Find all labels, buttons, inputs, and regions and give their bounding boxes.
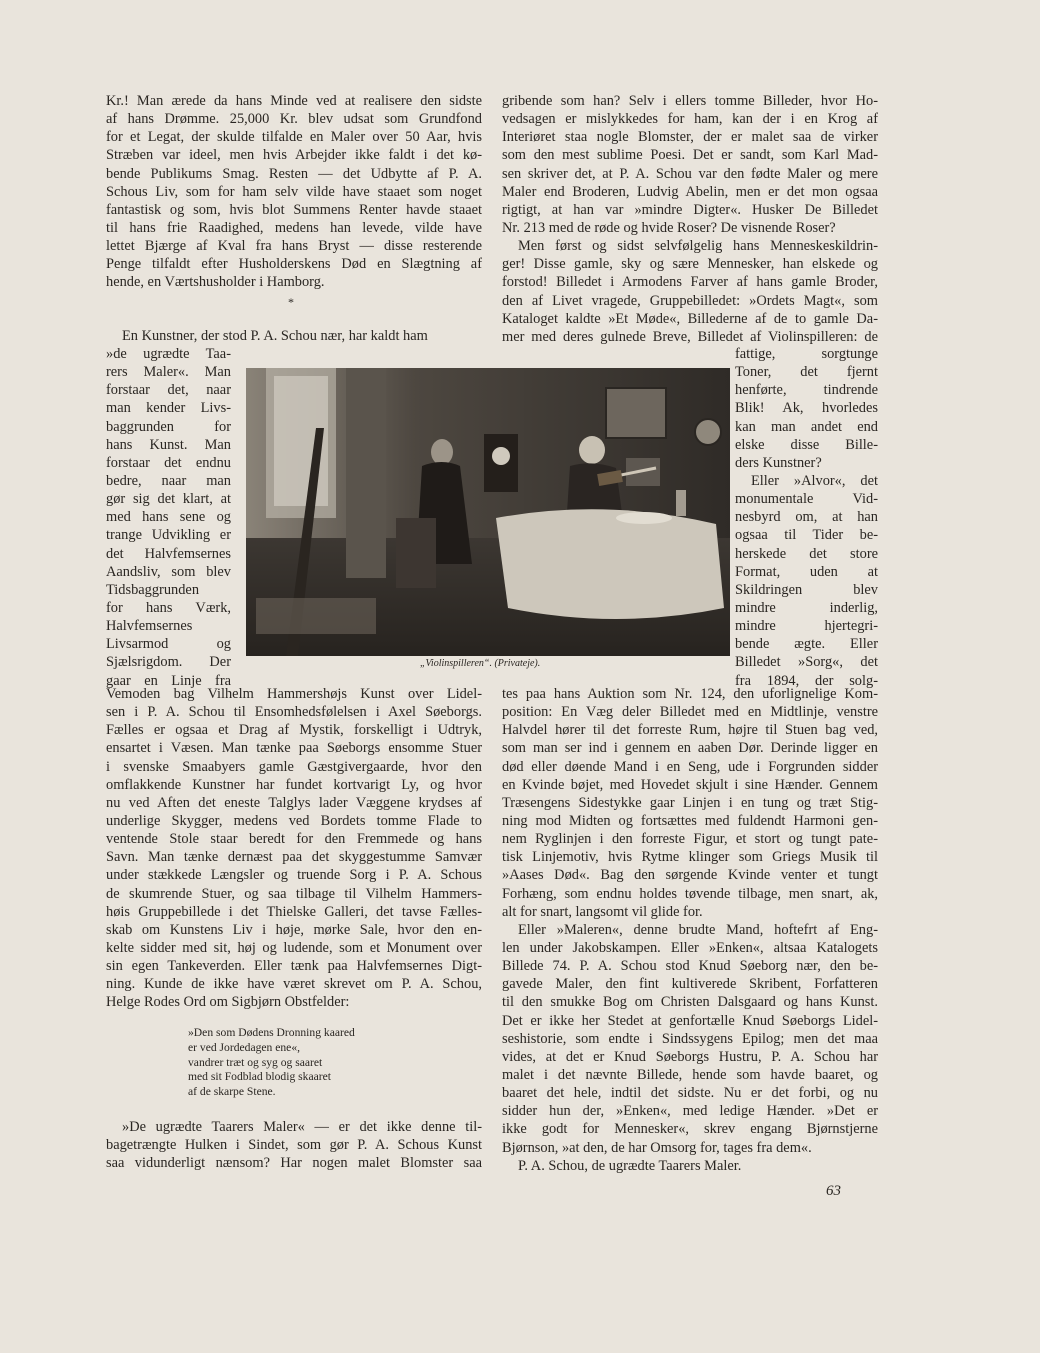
paragraph-line: Kr.! Man ærede da hans Minde ved at realisere den sidste — [106, 93, 482, 109]
left-column-top — [106, 92, 482, 292]
paragraph-line: Eller »Alvor«, det — [751, 472, 878, 489]
painting-image — [246, 368, 730, 656]
paragraph-line: bagetrængte Hulken i Sindet, som gør P. A. Schous Kunst — [106, 1137, 482, 1154]
paragraph-line: tisk Linjemotiv, hvis Rytme klinger som Griegs Musik til — [502, 849, 878, 866]
paragraph-line: til den smukke Bog om Christen Dalsgaard og hans Kunst. — [502, 994, 878, 1011]
paragraph-line: hans Kunst. Man — [106, 436, 231, 453]
paragraph-line: fantastisk og som, hvis blot Summens Renter havde staaet — [106, 201, 482, 218]
paragraph-line: baggrunden for — [106, 418, 231, 435]
paragraph-line: Eller »Maleren«, denne brudte Mand, hoftefrt af Eng- — [518, 921, 878, 938]
paragraph-line: de skumrende Stuer, og saa tilbage til Vilhelm Hammers- — [106, 885, 482, 902]
paragraph-line: Stræben var ideel, men hvis Arbejder ikke faldt i det kø- — [106, 147, 482, 164]
paragraph-line: underlige Skygger, medens ved Bordets tomme Flade to — [106, 812, 482, 829]
paragraph-line: Schous Liv, som for ham selv vilde have staaet som noget — [106, 183, 482, 200]
paragraph-line: Træsengens Sidestykke gaar Linjen i en tung og træt Stig- — [502, 794, 878, 811]
paragraph-line: Billede 74. P. A. Schou stod Knud Søeborg nær, den be- — [502, 958, 878, 975]
paragraph-line: seshistorie, som endte i Sindssygens Epilog; men det maa — [502, 1030, 878, 1047]
figure-caption: „Violinspilleren“. (Privateje). — [420, 658, 541, 669]
paragraph-line: len under Jakobskampen. Eller »Enken«, altsaa Katalogets — [502, 939, 878, 956]
paragraph-line: Billedet »Sorg«, det — [735, 654, 878, 671]
paragraph-line: det Halvfemsernes — [106, 545, 231, 562]
paragraph-line: forstaar det, naar — [106, 382, 231, 399]
paragraph-line: monumentale Vid- — [735, 491, 878, 508]
paragraph-line: saa vidunderligt nænsom? Har nogen malet Blomster saa — [106, 1155, 482, 1172]
paragraph-line: baaret det hele, indtil det sidste. Nu er det forbi, og nu — [502, 1085, 878, 1102]
paragraph-line: man kender Livs- — [106, 400, 231, 417]
paragraph-line: Format, uden at — [735, 563, 878, 580]
paragraph-line: alt for snart, langsomt vil glide for. — [502, 903, 703, 920]
paragraph-line: som den mest sublime Poesi. Det er sandt, som Karl Mad- — [502, 147, 878, 164]
paragraph-line: sen skriver det, at P. A. Schou var den fødte Maler og mere — [502, 165, 878, 182]
paragraph-line: Sjælsrigdom. Der — [106, 654, 231, 671]
paragraph-line: nem Ryglinjen i den forreste Figur, et stort og tungt pate- — [502, 831, 878, 848]
paragraph-line: død eller døende Mand i en Seng, ude i Forgrunden sidder — [502, 758, 878, 775]
poem-quote — [188, 1026, 355, 1100]
paragraph-line: Tidsbaggrunden — [106, 581, 200, 598]
paragraph-line: ders Kunstner? — [735, 454, 822, 471]
left-wrap-column — [106, 345, 231, 690]
paragraph-line: som man ser ind i gennem en aaben Dør. Derinde ligger en — [502, 740, 878, 757]
paragraph-line: forstaar det endnu — [106, 454, 231, 471]
paragraph-line: Det er ikke her Stedet at genfortælle Knud Søeborgs Lidel- — [502, 1012, 878, 1029]
paragraph-line: Halvdel hører til det forreste Rum, højre til Stuen bag ved, — [502, 722, 878, 739]
paragraph-line: fra 1894, der solg- — [735, 672, 878, 689]
paragraph-line: sidder hun der, »Enken«, med ledige Hænder. »Det er — [502, 1103, 878, 1120]
paragraph-line: »de ugrædte Taa- — [106, 346, 231, 362]
paragraph-line: med hans sene og — [106, 509, 231, 526]
paragraph-line: nesbyrd om, at han — [735, 509, 878, 526]
paragraph-line: P. A. Schou, de ugrædte Taarers Maler. — [518, 1157, 742, 1174]
paragraph-line: omflakkende Kunstner har fundet kortvarigt Ly, og hvor — [106, 776, 482, 793]
paragraph-line: den af Livet vragede, Gruppebilledet: »Ordets Magt«, som — [502, 292, 878, 309]
right-wrap-column — [735, 345, 878, 690]
paragraph-line: af hans Drømme. 25,000 Kr. blev udsat som Grundfond — [106, 111, 482, 128]
paragraph-line: ikke godt for Mennesker«, skrev engang Bjørnstjerne — [502, 1121, 878, 1138]
paragraph-line: ning mod Midten og fortsættes med fuldendt Harmoni gen- — [502, 812, 878, 829]
paragraph-line: Blik! Ak, hvorledes — [735, 400, 878, 417]
paragraph-line: bende ægte. Eller — [735, 636, 878, 653]
paragraph-line: gaar en Linje fra — [106, 672, 231, 689]
paragraph-line: Nr. 213 med de røde og hvide Roser? De visnende Roser? — [502, 219, 836, 236]
paragraph-line: ogsaa til Tider be- — [735, 527, 878, 544]
paragraph-line: Livsarmod og — [106, 636, 231, 653]
paragraph-line: henførte, tindrende — [735, 382, 878, 399]
paragraph-line: med sit Fodblad blodig skaaret — [188, 1070, 331, 1084]
paragraph-line: for et Legat, der skulde tilfalde en Maler over 50 Aar, hvis — [106, 129, 482, 146]
paragraph-line: Skildringen blev — [735, 581, 878, 598]
paragraph-line: Fælles er ogsaa et Drag af Mystik, forskelligt i Udtryk, — [106, 722, 482, 739]
left-column-bottom — [106, 685, 482, 1012]
paragraph-line: malet i det nævnte Billede, hende som havde baaret, og — [502, 1066, 878, 1083]
right-column-top — [502, 92, 878, 346]
paragraph-line: Halvfemsernes — [106, 618, 193, 635]
paragraph-line: skab om Kunstens Liv i høje, mørke Sale, hvor den en- — [106, 921, 482, 938]
paragraph-line: »Den som Dødens Dronning kaared — [188, 1026, 355, 1039]
paragraph-line: vedsagen er mislykkedes for ham, kan der i en Krog af — [502, 111, 878, 128]
figure-violinspilleren — [246, 368, 730, 656]
paragraph-line: Helge Rodes Ord om Sigbjørn Obstfelder: — [106, 994, 350, 1011]
paragraph-line: Savn. Man tænke dernæst paa det skyggestumme Samvær — [106, 849, 482, 866]
paragraph-line: position: En Væg deler Billedet med en Midtlinje, venstre — [502, 704, 878, 721]
paragraph-line: under stækkede Længsler og truende Sorg i P. A. Schous — [106, 867, 482, 884]
paragraph-line: »Aases Død«. Bag den sørgende Kvinde venter et tungt — [502, 867, 878, 884]
paragraph-line: ensartet i Væsen. Man tænke paa Søeborgs ensomme Stuer — [106, 740, 482, 757]
paragraph-line: forstod! Billedet i Armodens Farver af hans gamle Broder, — [502, 274, 878, 291]
paragraph-line: En Kunstner, der stod P. A. Schou nær, har kaldt ham — [122, 328, 428, 344]
paragraph-line: nu ved Aften det eneste Talglys lader Væggene krydses af — [106, 794, 482, 811]
paragraph-line: Men først og sidst selvfølgelig hans Menneskeskildrin- — [518, 238, 878, 255]
paragraph-line: hende, en Værtshusholder i Hamborg. — [106, 274, 325, 291]
paragraph-line: i svenske Smaabyers gamle Gæstgivergaarde, hvor den — [106, 758, 482, 775]
paragraph-line: sen i P. A. Schou til Ensomhedsfølelsen i Axel Søeborgs. — [106, 704, 482, 721]
paragraph-line: er ved Jordedagen ene«, — [188, 1040, 301, 1054]
paragraph-line: Toner, det fjernt — [735, 364, 878, 381]
paragraph-line: af de skarpe Stene. — [188, 1085, 276, 1099]
paragraph-line: mindre hjertegri- — [735, 618, 878, 635]
paragraph-line: Bjørnson, »at den, de har Omsorg for, tages fra dem«. — [502, 1139, 812, 1156]
page-number: 63 — [826, 1183, 841, 1199]
paragraph-line: tes paa hans Auktion som Nr. 124, den uforlignelige Kom- — [502, 686, 878, 702]
paragraph-line: gribende som han? Selv i ellers tomme Billeder, hvor Ho- — [502, 93, 878, 109]
paragraph-line: herskede det store — [735, 545, 878, 562]
right-column-bottom — [502, 685, 878, 1175]
paragraph-line: mer med deres gulnede Breve, Billedet af Violinspilleren: de — [502, 328, 878, 345]
paragraph-line: Maler end Broderen, Ludvig Abelin, men er det mon ogsaa — [502, 183, 878, 200]
paragraph-line: Aandsliv, som blev — [106, 563, 231, 580]
paragraph-line: gavede Maler, den fint kultiverede Skribent, Forfatteren — [502, 976, 878, 993]
paragraph-line: ventende Stole staar beredt for den Fremmede og hans — [106, 831, 482, 848]
paragraph-line: ning. Kunde de ikke have været skrevet om P. A. Schou, — [106, 976, 482, 993]
paragraph-line: til hans frie Raadighed, medens han levede, vilde have — [106, 219, 482, 236]
paragraph-line: mindre inderlig, — [735, 599, 878, 616]
paragraph-line: kan man andet end — [735, 418, 878, 435]
paragraph-line: lettet Bjærge af Kval fra hans Bryst — disse resterende — [106, 238, 482, 255]
paragraph-line: for hans Værk, — [106, 599, 231, 616]
paragraph-line: rers Maler«. Man — [106, 364, 231, 381]
paragraph-line: kelte sidder med sit, høj og ludende, som et Monument over — [106, 939, 482, 956]
paragraph-line: gør sig det klart, at — [106, 491, 231, 508]
intro-line — [106, 327, 482, 345]
paragraph-line: »De ugrædte Taarers Maler« — er det ikke denne til- — [122, 1119, 482, 1135]
paragraph-line: Vemoden bag Vilhelm Hammershøjs Kunst over Lidel- — [106, 686, 482, 702]
paragraph-line: trange Udvikling er — [106, 527, 231, 544]
section-divider-star: * — [288, 295, 294, 309]
paragraph-line: en Kvinde bøjet, med Hovedet skjult i sine Hænder. Gennem — [502, 776, 878, 793]
left-column-final — [106, 1118, 482, 1172]
paragraph-line: Forhæng, som endnu holdes tøvende tilbage, men snart, ak, — [502, 885, 878, 902]
paragraph-line: Kataloget kaldte »Et Møde«, Billederne af de to gamle Da- — [502, 310, 878, 327]
paragraph-line: høis Gruppebillede i det Thielske Galleri, det tavse Fælles- — [106, 903, 482, 920]
paragraph-line: vides, at det er Knud Søeborgs Hustru, P. A. Schou har — [502, 1048, 878, 1065]
paragraph-line: ger! Disse gamle, sky og sære Mennesker, han elskede og — [502, 256, 878, 273]
paragraph-line: bedre, naar man — [106, 472, 231, 489]
paragraph-line: Interiøret staa nogle Blomster, der er malet saa de virker — [502, 129, 878, 146]
paragraph-line: fattige, sorgtunge — [735, 346, 878, 362]
paragraph-line: elske disse Bille- — [735, 436, 878, 453]
paragraph-line: Penge tilfaldt efter Husholderskens Død en Slægtning af — [106, 256, 482, 273]
paragraph-line: bende Publikums Smag. Resten — det Udbytte af P. A. — [106, 165, 482, 182]
paragraph-line: sin egen Tankeverden. Eller tænk paa Halvfemsernes Digt- — [106, 958, 482, 975]
paragraph-line: rigtigt, at han var »mindre Digter«. Husker De Billedet — [502, 201, 878, 218]
paragraph-line: vandrer træt og syg og saaret — [188, 1055, 323, 1069]
